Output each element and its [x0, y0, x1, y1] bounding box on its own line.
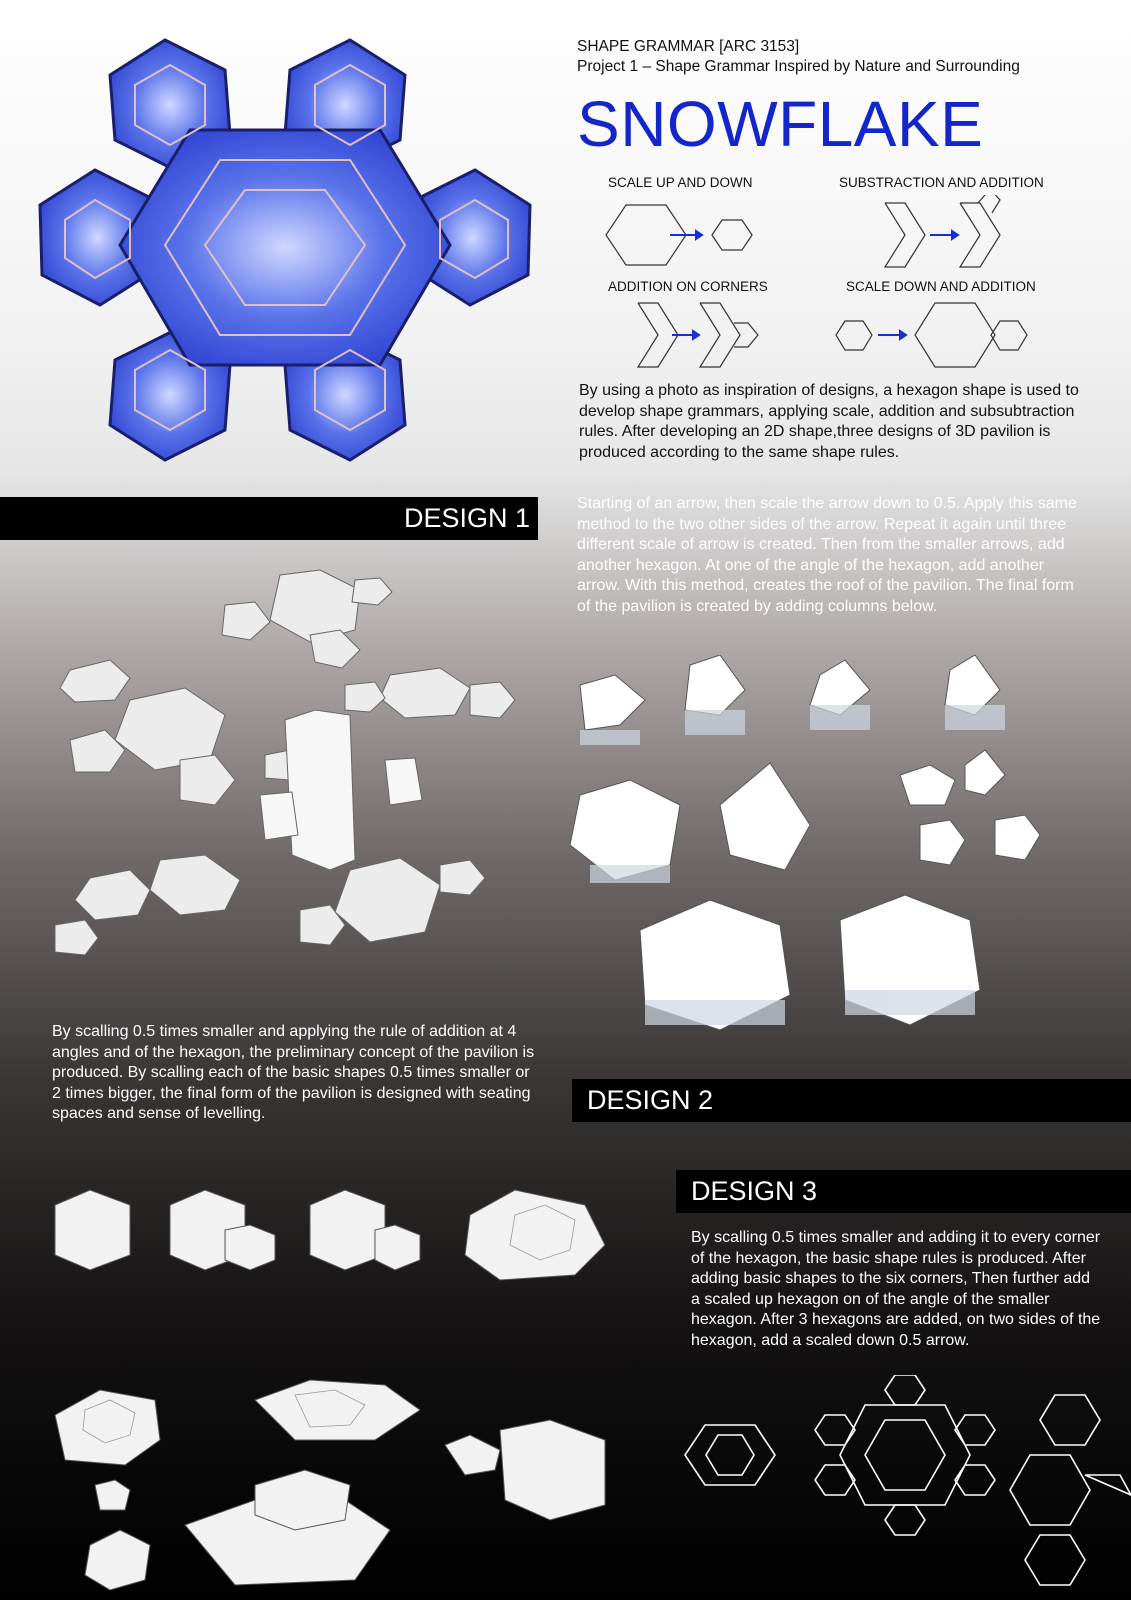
- design1-heading: DESIGN 1: [403, 503, 530, 533]
- page-title: SNOWFLAKE: [577, 88, 984, 160]
- snowflake-photo: [30, 30, 540, 470]
- intro-text: By using a photo as inspiration of designs, a hexagon shape is used to develop shape grammars, applying scale, addition and subsubtraction rules. After developing an 2D shape,three designs of 3D pavilion is produced according to the same shape rules.: [579, 382, 1079, 461]
- design3-heading-band: [676, 1170, 1131, 1213]
- course-code: SHAPE GRAMMAR [ARC 3153]: [577, 38, 800, 55]
- project-title: Project 1 – Shape Grammar Inspired by Nature and Surrounding: [577, 58, 1020, 75]
- shape-rules-diagram: [600, 195, 1070, 375]
- design2-description: Starting of an arrow, then scale the arrow down to 0.5. Apply this same method to the two other sides of the arrow. Repeat it again until three different scale of arrow is created. Then from the smaller arrows, add another hexagon. At one of the angle of the hexagon, add another arrow. With this method, creates the roof of the pavilion. The final form of the pavilion is created by adding columns below.: [577, 495, 1077, 615]
- design2-heading-band: [572, 1079, 1131, 1122]
- rule-label-scale: SCALE UP AND DOWN: [608, 175, 753, 190]
- design3-description: By scalling 0.5 times smaller and adding it to every corner of the hexagon, the basic shape rules is produced. After adding basic shapes to the six corners, Then further add a scaled up hexagon on of the angle of the smaller hexagon. After 3 hexagons are added, on two sides of the hexagon, add a scaled down 0.5 arrow.: [691, 1229, 1101, 1349]
- design2-heading: DESIGN 2: [587, 1085, 714, 1115]
- design1-models: [30, 560, 540, 990]
- rule-label-scale-addition: SCALE DOWN AND ADDITION: [846, 279, 1036, 294]
- design1-description: By scalling 0.5 times smaller and applying the rule of addition at 4 angles and of the hexagon, the preliminary concept of the pavilion is produced. By scalling each of the basic shapes 0.5 times smaller or 2 times bigger, the final form of the pavilion is designed with seating spaces and sense of levelling.: [52, 1023, 535, 1122]
- design1-heading-band: [0, 497, 538, 540]
- design3-fractal-outlines: [680, 1375, 1131, 1600]
- design3-heading: DESIGN 3: [691, 1176, 818, 1206]
- rule-label-corners: ADDITION ON CORNERS: [608, 279, 768, 294]
- design3-models: [45, 1185, 665, 1595]
- rule-label-subtraction: SUBSTRACTION AND ADDITION: [839, 175, 1044, 190]
- design2-models: [570, 655, 1080, 1055]
